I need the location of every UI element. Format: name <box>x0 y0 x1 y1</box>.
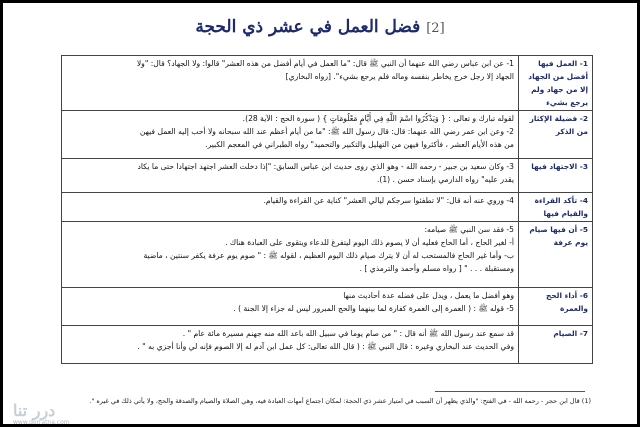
title-text: فضل العمل في عشر ذي الحجة <box>195 17 421 37</box>
content-line: يقدر عليه" رواه الدارمي بإسناد حسن . (1). <box>376 175 514 184</box>
watermark-logo: درر تنا <box>13 401 56 420</box>
table-row <box>62 288 593 326</box>
row-heading: 5- أن فيها صيام يوم عرفة <box>519 222 593 288</box>
content-line: 5- قوله ﷺ : ( العمرة إلى العمرة كفارة لما بينهما والحج المبرور ليس له جزاء إلا الجنة ) . <box>233 304 514 313</box>
watermark-url: www.dorratna.com <box>13 419 70 424</box>
page-title <box>3 17 637 37</box>
content-line: لقوله تبارك و تعالى : { وَيَذْكُرُوا اسْمَ اللَّهِ فِي أَيَّامٍ مَعْلُومَاتٍ } ( سورة الحج : الآية 28). <box>242 114 514 123</box>
content-line: ومستقبلة . . . " [ رواه مسلم وأحمد والترمذي ] . <box>359 264 514 273</box>
content-line: وفي الحديث عند البخاري وغيره : قال النبي ﷺ : ( قال الله تعالى: كل عمل ابن آدم له إلا الصوم فإنه لي وأنا أجزي به " . <box>137 342 514 351</box>
footnote: (1) قال ابن حجر - رحمه الله - في الفتح: "والذي يظهر أن السبب في امتياز عشر ذي الحجة: لمكان اجتماع أمهات العبادة فيه، وهي الصلاة والصيام والصدقة والحج، ولا يأتي ذلك في غيره ". <box>89 397 591 405</box>
row-content <box>62 111 519 159</box>
row-heading: 4- تأكد القراءة والقيام فيها <box>519 193 593 222</box>
row-heading: 7- الصيام <box>519 326 593 364</box>
content-line: من هذه الأيام العشر ، فأكثروا فيهن من التهليل والتكبير والتحميد" رواه الطبراني في المعجم الكبير. <box>205 140 514 149</box>
footnote-divider <box>435 391 585 392</box>
content-line: 5- فقد سن النبي ﷺ صيامه: <box>424 225 514 234</box>
table-row <box>62 193 593 222</box>
content-line: أ- لغير الحاج ، أما الحاج فعليه أن لا يصوم ذلك اليوم ليتفرغ للدعاء ويتقوى على العبادة هناك . <box>225 238 514 247</box>
document-page <box>3 3 637 424</box>
row-heading: 3- الاجتهاد فيها <box>519 159 593 193</box>
table-row <box>62 111 593 159</box>
row-content <box>62 288 519 326</box>
content-line: الجهاد إلا رجل خرج يخاطر بنفسه وماله فلم يرجع بشيء". [رواه البخاري] <box>285 72 514 81</box>
table-row <box>62 56 593 111</box>
row-heading: 6- أداء الحج والعمرة <box>519 288 593 326</box>
title-number: [2] <box>426 21 445 36</box>
table-row <box>62 222 593 288</box>
row-content <box>62 56 519 111</box>
table-row <box>62 159 593 193</box>
content-table <box>61 55 593 364</box>
row-content <box>62 326 519 364</box>
row-content <box>62 159 519 193</box>
content-line: 1- عن ابن عباس رضي الله عنهما أن النبي ﷺ قال: "ما العمل في أيام أفضل من هذه العشر" قالوا: ولا الجهاد؟ قال: "ولا <box>136 59 514 68</box>
content-line: ب- وأما غير الحاج فالمستحب له أن لا يترك صيام ذلك اليوم العظيم ، لقوله ﷺ : " صوم يوم عرفة يكفر سنتين ، ماضية <box>143 251 514 260</box>
table-row <box>62 326 593 364</box>
content-line: قد سمع عند رسول الله ﷺ أنه قال : " من صام يوما في سبيل الله باعد الله منه جهنم مسيرة مائة عام " . <box>182 329 514 338</box>
row-heading: 2- فضيلة الإكثار من الذكر <box>519 111 593 159</box>
row-content <box>62 193 519 222</box>
content-line: وهو أفضل ما يعمل ، ويدل على فضله عدة أحاديث منها <box>343 291 514 300</box>
content-line: 3- وكان سعيد بن جبير - رحمه الله - وهو الذي روى حديث ابن عباس السابق: "إذا دخلت العشر اجتهد اجتهادا حتى ما يكاد <box>137 162 514 171</box>
row-heading: 1- العمل فيها أفضل من الجهاد إلا من جهاد ولم يرجع بشيء <box>519 56 593 111</box>
content-line: 2- وعن ابن عمر رضي الله عنهما: قال: قال رسول الله ﷺ: "ما من أيام أعظم عند الله سبحانه ولا أحب إليه العمل فيهن <box>139 127 514 136</box>
content-line: 4- وروي عنه أنه قال: "لا تطفئوا سرجكم ليالي العشر" كناية عن القراءة والقيام. <box>263 196 514 205</box>
row-content <box>62 222 519 288</box>
